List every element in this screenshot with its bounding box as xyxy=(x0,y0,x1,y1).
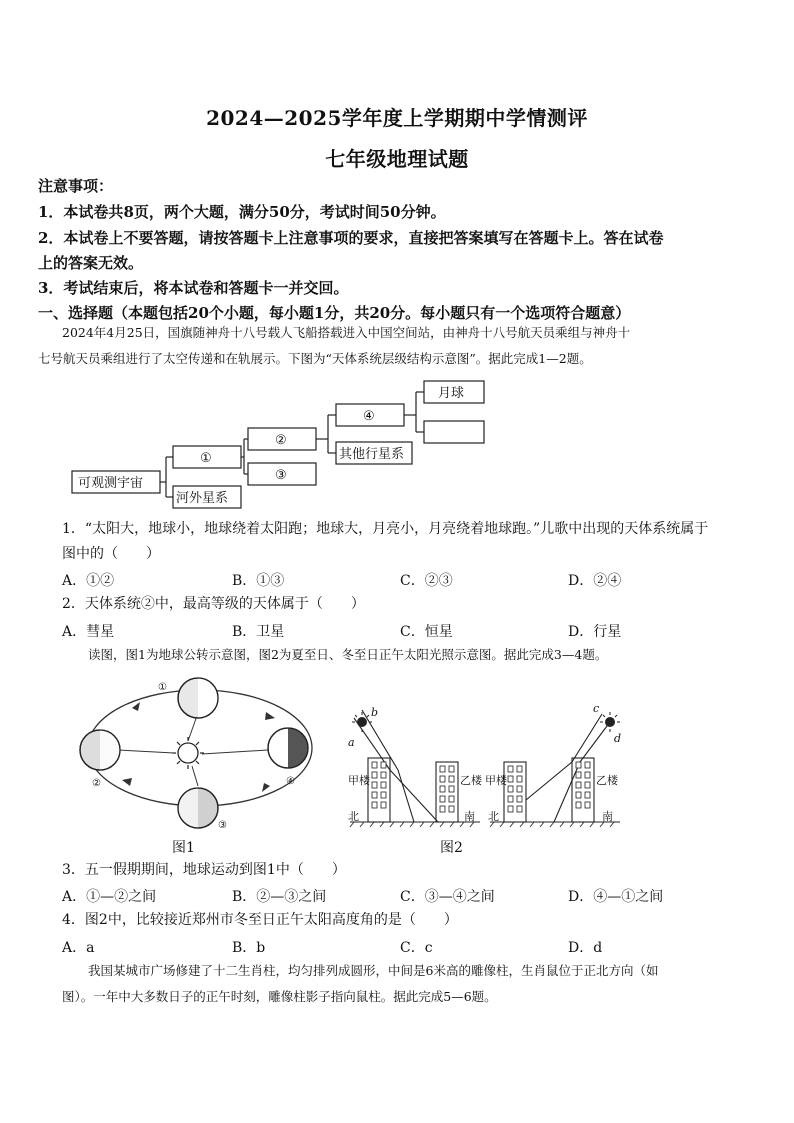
sun-icon-right xyxy=(600,712,620,732)
notice-item-3: 3．考试结束后，将本试卷和答题卡一并交回。 xyxy=(38,279,349,297)
q2-option-d[interactable]: D．行星 xyxy=(568,624,622,640)
hierarchy-diagram xyxy=(60,376,500,512)
q3-option-c[interactable]: C．③—④之间 xyxy=(400,889,495,905)
notice-item-1: 1．本试卷共8页，两个大题，满分50分，考试时间50分钟。 xyxy=(38,203,446,221)
q1-stem-line1: 1．“太阳大，地球小，地球绕着太阳跑；地球大，月亮小，月亮绕着地球跑。”儿歌中出现的天体系统属于 xyxy=(62,521,709,537)
q2-option-a[interactable]: A．彗星 xyxy=(62,624,115,640)
label-n1: ① xyxy=(200,451,212,466)
section-heading: 一、选择题（本题包括20个小题，每小题1分，共20分。每小题只有一个选项符合题意） xyxy=(38,304,631,322)
notice-item-2-cont: 上的答案无效。 xyxy=(38,254,144,272)
earth-3-icon xyxy=(178,788,218,828)
label-south-left: 南 xyxy=(464,810,475,823)
q3-option-a[interactable]: A．①—②之间 xyxy=(62,889,157,905)
label-north-left: 北 xyxy=(348,810,359,823)
figure-2-caption: 图2 xyxy=(440,840,463,856)
q1-option-b[interactable]: B．①③ xyxy=(232,573,285,589)
q1-option-a[interactable]: A．①② xyxy=(62,573,115,589)
q4-option-a[interactable]: A．a xyxy=(62,940,95,956)
intro-3-line2: 图）。一年中大多数日子的正午时刻，雕像柱影子指向鼠柱。据此完成5—6题。 xyxy=(62,989,497,1004)
building-jia-right xyxy=(504,762,526,822)
label-n3: ③ xyxy=(275,468,287,483)
earth-1-icon xyxy=(178,678,218,718)
label-n2: ② xyxy=(275,433,287,448)
q4-option-d[interactable]: D．d xyxy=(568,940,603,956)
label-galaxy: 河外星系 xyxy=(176,491,229,506)
pos-label-2: ② xyxy=(92,778,101,789)
intro-2: 读图，图1为地球公转示意图，图2为夏至日、冬至日正午太阳光照示意图。据此完成3—4题。 xyxy=(88,647,608,662)
figure-1-caption: 图1 xyxy=(172,840,195,856)
q1-stem-line2: 图中的（ ） xyxy=(62,546,160,562)
q3-option-d[interactable]: D．④—①之间 xyxy=(568,889,664,905)
ray-label-a: a xyxy=(348,736,355,749)
building-jia-left xyxy=(368,758,390,822)
label-n4: ④ xyxy=(363,409,375,424)
q1-option-c[interactable]: C．②③ xyxy=(400,573,453,589)
earth-4-icon xyxy=(268,728,308,768)
page-title: 2024—2025学年度上学期期中学情测评 xyxy=(206,106,588,130)
intro-1-line2: 七号航天员乘组进行了太空传递和在轨展示。下图为“天体系统层级结构示意图”。据此完成1—2题。 xyxy=(38,351,592,366)
label-yi-right: 乙楼 xyxy=(596,774,618,787)
label-planets: 其他行星系 xyxy=(339,447,405,462)
sun-icon xyxy=(172,737,204,769)
q4-option-b[interactable]: B．b xyxy=(232,940,266,956)
building-yi-left xyxy=(436,762,458,822)
q3-option-b[interactable]: B．②—③之间 xyxy=(232,889,327,905)
intro-3-line1: 我国某城市广场修建了十二生肖柱，均匀排列成圆形，中间是6米高的雕像柱，生肖鼠位于正北方向（如 xyxy=(88,963,659,978)
label-north-right: 北 xyxy=(488,810,499,823)
label-moon: 月球 xyxy=(438,386,465,401)
label-root: 可观测宇宙 xyxy=(78,476,144,491)
q4-option-c[interactable]: C．c xyxy=(400,940,433,956)
intro-1-line1: 2024年4月25日，国旗随神舟十八号载人飞船搭载进入中国空间站，由神舟十八号航天员乘组与神舟十 xyxy=(62,325,631,340)
notice-heading: 注意事项： xyxy=(38,177,114,195)
notice-item-2: 2．本试卷上不要答题，请按答题卡上注意事项的要求，直接把答案填写在答题卡上。答在试卷 xyxy=(38,229,664,247)
page-subtitle: 七年级地理试题 xyxy=(325,147,469,171)
q2-option-c[interactable]: C．恒星 xyxy=(400,624,453,640)
pos-label-3: ③ xyxy=(218,820,227,831)
ray-label-b: b xyxy=(371,706,379,719)
label-south-right: 南 xyxy=(602,810,613,823)
q4-stem: 4．图2中，比较接近郑州市冬至日正午太阳高度角的是（ ） xyxy=(62,912,458,928)
label-yi-left: 乙楼 xyxy=(460,774,482,787)
pos-label-4: ④ xyxy=(286,776,295,787)
earth-2-icon xyxy=(80,730,120,770)
ray-label-c: c xyxy=(593,702,600,715)
label-jia-left: 甲楼 xyxy=(348,774,370,787)
ray-label-d: d xyxy=(614,732,622,745)
q2-option-b[interactable]: B．卫星 xyxy=(232,624,285,640)
figure-1-revolution xyxy=(70,668,330,838)
sun-icon-left xyxy=(352,712,372,732)
label-jia-right: 甲楼 xyxy=(485,774,507,787)
figure-2-sun-angle xyxy=(340,700,630,830)
q2-stem: 2．天体系统②中，最高等级的天体属于（ ） xyxy=(62,596,365,612)
q3-stem: 3．五一假期期间，地球运动到图1中（ ） xyxy=(62,862,346,878)
q1-option-d[interactable]: D．②④ xyxy=(568,573,622,589)
box-empty xyxy=(424,421,484,443)
pos-label-1: ① xyxy=(158,682,167,693)
building-yi-right xyxy=(572,758,594,822)
